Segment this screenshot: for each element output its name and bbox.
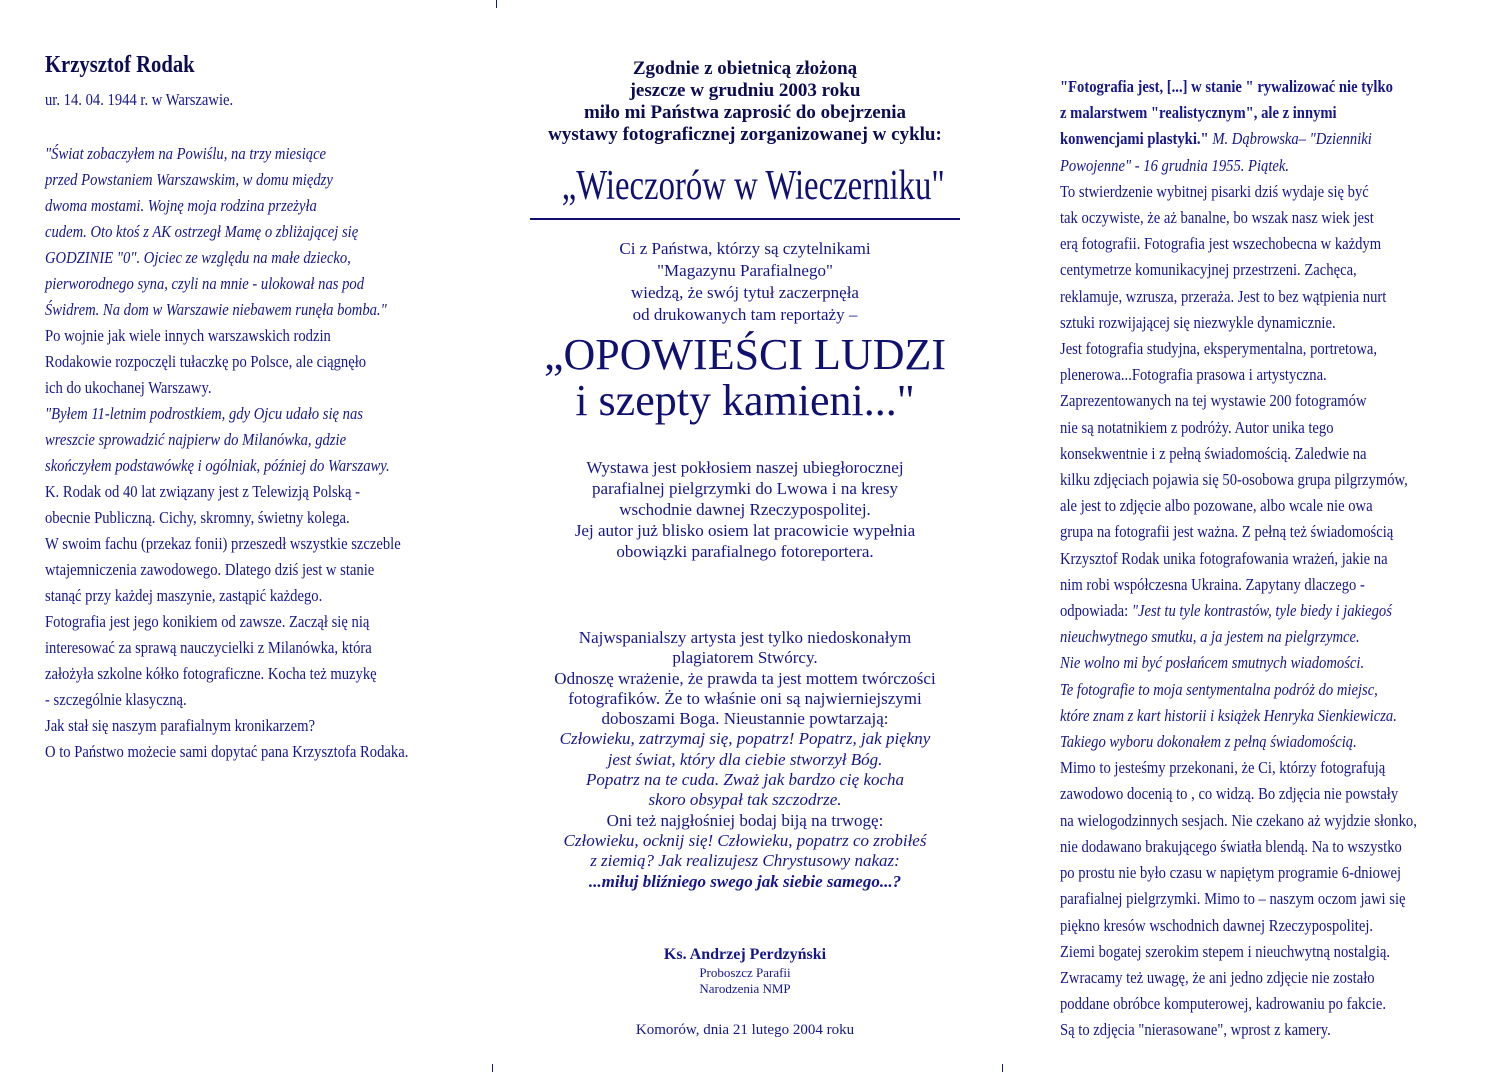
essay-line xyxy=(1060,74,1417,100)
motto-line-text: Popatrz na te cuda. Zważ jak bardzo cię kocha xyxy=(585,770,905,790)
essay-line xyxy=(1060,755,1417,781)
essay-line-text: Mimo to jesteśmy przekonani, że Ci, którzy fotografują xyxy=(1060,758,1386,778)
motto-line xyxy=(510,770,980,790)
essay-line xyxy=(1060,179,1417,205)
biography-line xyxy=(45,193,408,219)
essay-line xyxy=(1060,205,1417,231)
essay-line-text: Powojenne" - 16 grudnia 1955. Piątek. xyxy=(1060,155,1290,175)
essay-line-text: plenerowa...Fotografia prasowa i artystyczna. xyxy=(1060,365,1327,385)
exhibition-title-line-2: i szepty kamieni..." xyxy=(575,376,915,425)
biography-line-text: "Byłem 11-letnim podrostkiem, gdy Ojcu udało się nas xyxy=(45,404,363,423)
essay-line xyxy=(1060,362,1417,388)
biography-line xyxy=(45,219,408,245)
motto-line-text: plagiatorem Stwórcy. xyxy=(672,648,818,668)
motto-line xyxy=(510,648,980,668)
readers-note xyxy=(510,238,980,326)
motto-line xyxy=(510,831,980,851)
essay-line-text: Nie wolno mi być posłańcem smutnych wiadomości. xyxy=(1060,653,1365,673)
author-biography xyxy=(45,141,408,765)
fold-mark-bottom-left xyxy=(492,1064,493,1072)
essay-line-text: Zaprezentowanych na tej wystawie 200 fotogramów xyxy=(1060,391,1367,411)
essay-line-tail: "Jest tu tyle kontrastów, tyle biedy i jakiegoś xyxy=(1131,601,1392,621)
motto-line xyxy=(510,790,980,810)
essay-line-text: Jest fotografia studyjna, eksperymentalna, portretowa, xyxy=(1060,339,1378,359)
essay-line xyxy=(1060,153,1417,179)
essay-line-text: tak oczywiste, że aż banalne, bo wszak nasz wiek jest xyxy=(1060,208,1374,228)
biography-line xyxy=(45,245,408,271)
essay-line xyxy=(1060,808,1417,834)
biography-line xyxy=(45,297,408,323)
essay-line-text: nieuchwytnego smutku, a ja jestem na pielgrzymce. xyxy=(1060,627,1360,647)
biography-line-text: założyła szkolne kółko fotograficzne. Kocha też muzykę xyxy=(45,664,377,683)
biography-line-text: wtajemniczenia zawodowego. Dlatego dziś jest w stanie xyxy=(45,560,375,579)
essay-line-text: które znam z kart historii i książek Henryka Sienkiewicza. xyxy=(1060,705,1397,725)
essay-line xyxy=(1060,703,1417,729)
essay-line-text: konwencjami plastyki." xyxy=(1060,129,1209,149)
motto-line-text: ...miłuj bliźniego swego jak siebie samego...? xyxy=(588,871,902,891)
fold-mark-top xyxy=(496,0,497,8)
description-line: Jej autor już blisko osiem lat pracowicie wypełnia xyxy=(574,521,916,540)
essay-line-text: parafialnej pielgrzymki. Mimo to – naszym oczom jawi się xyxy=(1060,889,1406,909)
motto-line-text: doboszami Boga. Nieustannie powtarzają: xyxy=(601,709,889,729)
essay-line xyxy=(1060,572,1417,598)
description-line: Wystawa jest pokłosiem naszej ubiegłorocznej xyxy=(586,458,904,477)
author-birth: ur. 14. 04. 1944 r. w Warszawie. xyxy=(45,90,234,109)
exhibition-title-line-1: „OPOWIEŚCI LUDZI xyxy=(543,330,947,379)
essay-line-text: odpowiada: xyxy=(1060,601,1132,621)
signature-block xyxy=(510,945,980,997)
essay-line-text: Są to zdjęcia "nierasowane", wprost z kamery. xyxy=(1060,1020,1331,1040)
biography-line-text: Fotografia jest jego konikiem od zawsze. Zaczął się nią xyxy=(45,612,370,631)
biography-line xyxy=(45,427,408,453)
essay-line-text: po prostu nie było czasu w napiętym programie 6-dniowej xyxy=(1060,863,1402,883)
essay-line xyxy=(1060,388,1417,414)
biography-line-text: GODZINIE "0". Ojciec ze względu na małe dziecko, xyxy=(45,248,351,267)
essay-line xyxy=(1060,415,1417,441)
essay-line-text: z malarstwem "realistycznym", ale z innymi xyxy=(1060,103,1337,123)
motto-line xyxy=(510,628,980,648)
essay-line-text: sztuki rozwijającej się niezwykle dynamicznie. xyxy=(1060,312,1336,332)
biography-line-text: obecnie Publiczną. Cichy, skromny, świetny kolega. xyxy=(45,508,350,527)
essay-line xyxy=(1060,1017,1417,1043)
motto-line-text: Najwspanialszy artysta jest tylko niedoskonałym xyxy=(578,628,912,647)
series-title: „Wieczorów w Wieczerniku" xyxy=(561,163,945,209)
motto-line-text: Odnoszę wrażenie, że prawda ta jest mottem twórczości xyxy=(554,668,936,688)
essay-line xyxy=(1060,126,1417,152)
description-line: wschodnie dawnej Rzeczypospolitej. xyxy=(619,500,871,519)
essay-line xyxy=(1060,834,1417,860)
biography-line-text: ich do ukochanej Warszawy. xyxy=(45,378,212,397)
description-line: parafialnej pielgrzymki do Lwowa i na kresy xyxy=(592,479,898,498)
essay-line-text: reklamuje, wzrusza, przeraża. Jest to bez wątpienia nurt xyxy=(1060,286,1387,306)
essay-line-text: poddane obróbce komputerowej, kadrowaniu po fakcie. xyxy=(1060,994,1387,1014)
essay-line xyxy=(1060,546,1417,572)
biography-line-text: Po wojnie jak wiele innych warszawskich rodzin xyxy=(45,326,331,345)
biography-line xyxy=(45,141,408,167)
essay-line xyxy=(1060,650,1417,676)
essay-line xyxy=(1060,441,1417,467)
biography-line xyxy=(45,687,408,713)
essay-line xyxy=(1060,257,1417,283)
biography-line xyxy=(45,453,408,479)
biography-line xyxy=(45,401,408,427)
biography-line-text: Jak stał się naszym parafialnym kronikarzem? xyxy=(45,716,315,735)
biography-line xyxy=(45,271,408,297)
essay-line xyxy=(1060,284,1417,310)
motto-line xyxy=(510,872,980,892)
intro-line: wystawy fotograficznej zorganizowanej w cyklu: xyxy=(548,124,942,145)
essay-line xyxy=(1060,860,1417,886)
readers-line: "Magazynu Parafialnego" xyxy=(657,261,833,280)
essay-line-text: nie dodawano brakującego światła blendą. Na to wszystko xyxy=(1060,836,1402,856)
biography-line xyxy=(45,661,408,687)
biography-line xyxy=(45,635,408,661)
essay-line xyxy=(1060,310,1417,336)
motto-line xyxy=(510,750,980,770)
biography-line-text: - szczególnie klasyczną. xyxy=(45,690,187,709)
essay-line-text: Krzysztof Rodak unika fotografowania wrażeń, jakie na xyxy=(1060,548,1388,568)
motto-line-text: Człowieku, zatrzymaj się, popatrz! Popatrz, jak piękny xyxy=(559,729,931,749)
signature-name: Ks. Andrzej Perdzyński xyxy=(663,946,827,963)
essay-line-text: Ziemi bogatej szerokim stepem i nieuchwytną nostalgią. xyxy=(1060,941,1391,961)
essay-line xyxy=(1060,729,1417,755)
place-date: Komorów, dnia 21 lutego 2004 roku xyxy=(635,1022,855,1038)
essay-text xyxy=(1060,74,1417,1044)
signature-role-1: Proboszcz Parafii xyxy=(699,965,791,980)
intro-line: miło mi Państwa zaprosić do obejrzenia xyxy=(583,102,907,123)
essay-line xyxy=(1060,467,1417,493)
biography-line-text: pierworodnego syna, czyli na mnie - ulokował nas pod xyxy=(45,274,365,293)
biography-line-text: wreszcie sprowadzić najpierw do Milanówka, gdzie xyxy=(45,430,347,449)
motto-line-text: Oni też najgłośniej bodaj biją na trwogę: xyxy=(606,810,884,830)
essay-line xyxy=(1060,598,1417,624)
biography-line-text: O to Państwo możecie sami dopytać pana Krzysztofa Rodaka. xyxy=(45,742,409,761)
biography-line-text: stanąć przy każdej maszynie, zastąpić każdego. xyxy=(45,586,323,605)
readers-line: od drukowanych tam reportaży – xyxy=(632,305,858,324)
intro-line: jeszcze w grudniu 2003 roku xyxy=(629,80,861,101)
biography-line xyxy=(45,531,408,557)
motto-line-text: Człowieku, ocknij się! Człowieku, popatrz co zrobiłeś xyxy=(563,830,927,850)
biography-line-text: skończyłem podstawówkę i ogólniak, później do Warszawy. xyxy=(45,456,390,475)
essay-line xyxy=(1060,886,1417,912)
motto-line xyxy=(510,729,980,749)
motto-line-text: fotografików. Że to właśnie oni są najwierniejszymi xyxy=(568,688,922,708)
biography-line-text: Świdrem. Na dom w Warszawie niebawem runęła bomba." xyxy=(45,300,387,319)
essay-line xyxy=(1060,939,1417,965)
essay-line-text: erą fotografii. Fotografia jest wszechobecna w każdym xyxy=(1060,234,1382,254)
motto-line-text: jest świat, który dla ciebie stworzył Bóg. xyxy=(607,749,883,769)
exhibition-title xyxy=(510,332,980,424)
biography-line-text: Rodakowie rozpoczęli tułaczkę po Polsce, ale ciągnęło xyxy=(45,352,367,371)
fold-mark-bottom-right xyxy=(1002,1064,1003,1072)
biography-line-text: W swoim fachu (przekaz fonii) przeszedł wszystkie szczeble xyxy=(45,534,401,553)
essay-line-text: Zwracamy też uwagę, że ani jedno zdjęcie nie zostało xyxy=(1060,967,1375,987)
biography-line xyxy=(45,167,408,193)
biography-line xyxy=(45,375,408,401)
essay-line xyxy=(1060,677,1417,703)
biography-line-text: cudem. Oto ktoś z AK ostrzegł Mamę o zbliżającej się xyxy=(45,222,359,241)
essay-line xyxy=(1060,231,1417,257)
essay-line xyxy=(1060,991,1417,1017)
motto-text xyxy=(510,628,980,892)
essay-line-text: na wielogodzinnych sesjach. Nie czekano aż wyjdzie słonko, xyxy=(1060,810,1417,830)
readers-line: Ci z Państwa, którzy są czytelnikami xyxy=(619,239,871,258)
essay-line-text: Takiego wyboru dokonałem z pełną świadomością. xyxy=(1060,732,1357,752)
essay-line-tail: M. Dąbrowska– "Dzienniki xyxy=(1208,129,1372,149)
essay-line-text: konsekwentnie i z pełną świadomością. Zaledwie na xyxy=(1060,443,1367,463)
motto-line xyxy=(510,709,980,729)
essay-line-text: "Fotografia jest, [...] w stanie " rywalizować nie tylko xyxy=(1060,77,1393,96)
essay-line-text: ale jest to zdjęcie albo pozowane, albo wcale nie owa xyxy=(1060,496,1373,516)
biography-line-text: przed Powstaniem Warszawskim, w domu między xyxy=(45,170,333,189)
essay-line xyxy=(1060,100,1417,126)
essay-line-text: centymetrze komunikacyjnej przestrzeni. Zachęca, xyxy=(1060,260,1357,280)
exhibition-description xyxy=(510,457,980,562)
description-line: obowiązki parafialnego fotoreportera. xyxy=(616,542,874,561)
motto-line-text: z ziemią? Jak realizujesz Chrystusowy nakaz: xyxy=(590,851,900,871)
essay-line xyxy=(1060,336,1417,362)
biography-line xyxy=(45,739,408,765)
biography-line-text: K. Rodak od 40 lat związany jest z Telewizją Polską - xyxy=(45,482,360,501)
readers-line: wiedzą, że swój tytuł zaczerpnęła xyxy=(631,283,859,302)
author-name: Krzysztof Rodak xyxy=(45,52,195,78)
essay-line xyxy=(1060,493,1417,519)
biography-line xyxy=(45,713,408,739)
essay-line xyxy=(1060,519,1417,545)
biography-line xyxy=(45,479,408,505)
essay-line xyxy=(1060,781,1417,807)
signature-role-2: Narodzenia NMP xyxy=(699,981,791,996)
essay-line-text: kilku zdjęciach pojawia się 50-osobowa grupa pilgrzymów, xyxy=(1060,470,1408,490)
biography-line xyxy=(45,323,408,349)
motto-line xyxy=(510,689,980,709)
essay-line xyxy=(1060,965,1417,991)
motto-line xyxy=(510,811,980,831)
biography-line xyxy=(45,349,408,375)
biography-line xyxy=(45,609,408,635)
motto-line-text: skoro obsypał tak szczodrze. xyxy=(648,790,842,810)
biography-line-text: interesować za sprawą nauczycielki z Milanówka, która xyxy=(45,638,372,657)
essay-line-text: To stwierdzenie wybitnej pisarki dziś wydaje się być xyxy=(1060,181,1369,201)
title-underline xyxy=(530,218,960,220)
essay-line-text: nim robi współczesna Ukraina. Zapytany dlaczego - xyxy=(1060,574,1365,594)
essay-line xyxy=(1060,913,1417,939)
motto-line xyxy=(510,669,980,689)
biography-line xyxy=(45,583,408,609)
essay-line xyxy=(1060,624,1417,650)
biography-line-text: dwoma mostami. Wojnę moja rodzina przeżyła xyxy=(45,196,317,215)
intro-line: Zgodnie z obietnicą złożoną xyxy=(632,58,858,79)
essay-line-text: grupa na fotografii jest ważna. Z pełną też świadomością xyxy=(1060,522,1394,542)
essay-line-text: piękno kresów wschodnich dawnej Rzeczypospolitej. xyxy=(1060,915,1374,935)
biography-line xyxy=(45,557,408,583)
essay-line-text: zawodowo docenią to , co widzą. Bo zdjęcia nie powstały xyxy=(1060,784,1399,804)
biography-line-text: "Świat zobaczyłem na Powiślu, na trzy miesiące xyxy=(45,144,327,163)
essay-line-text: Te fotografie to moja sentymentalna podróż do miejsc, xyxy=(1060,679,1378,699)
essay-line-text: nie są notatnikiem z podróży. Autor unika tego xyxy=(1060,417,1334,437)
biography-line xyxy=(45,505,408,531)
motto-line xyxy=(510,851,980,871)
invitation-intro xyxy=(510,58,980,146)
